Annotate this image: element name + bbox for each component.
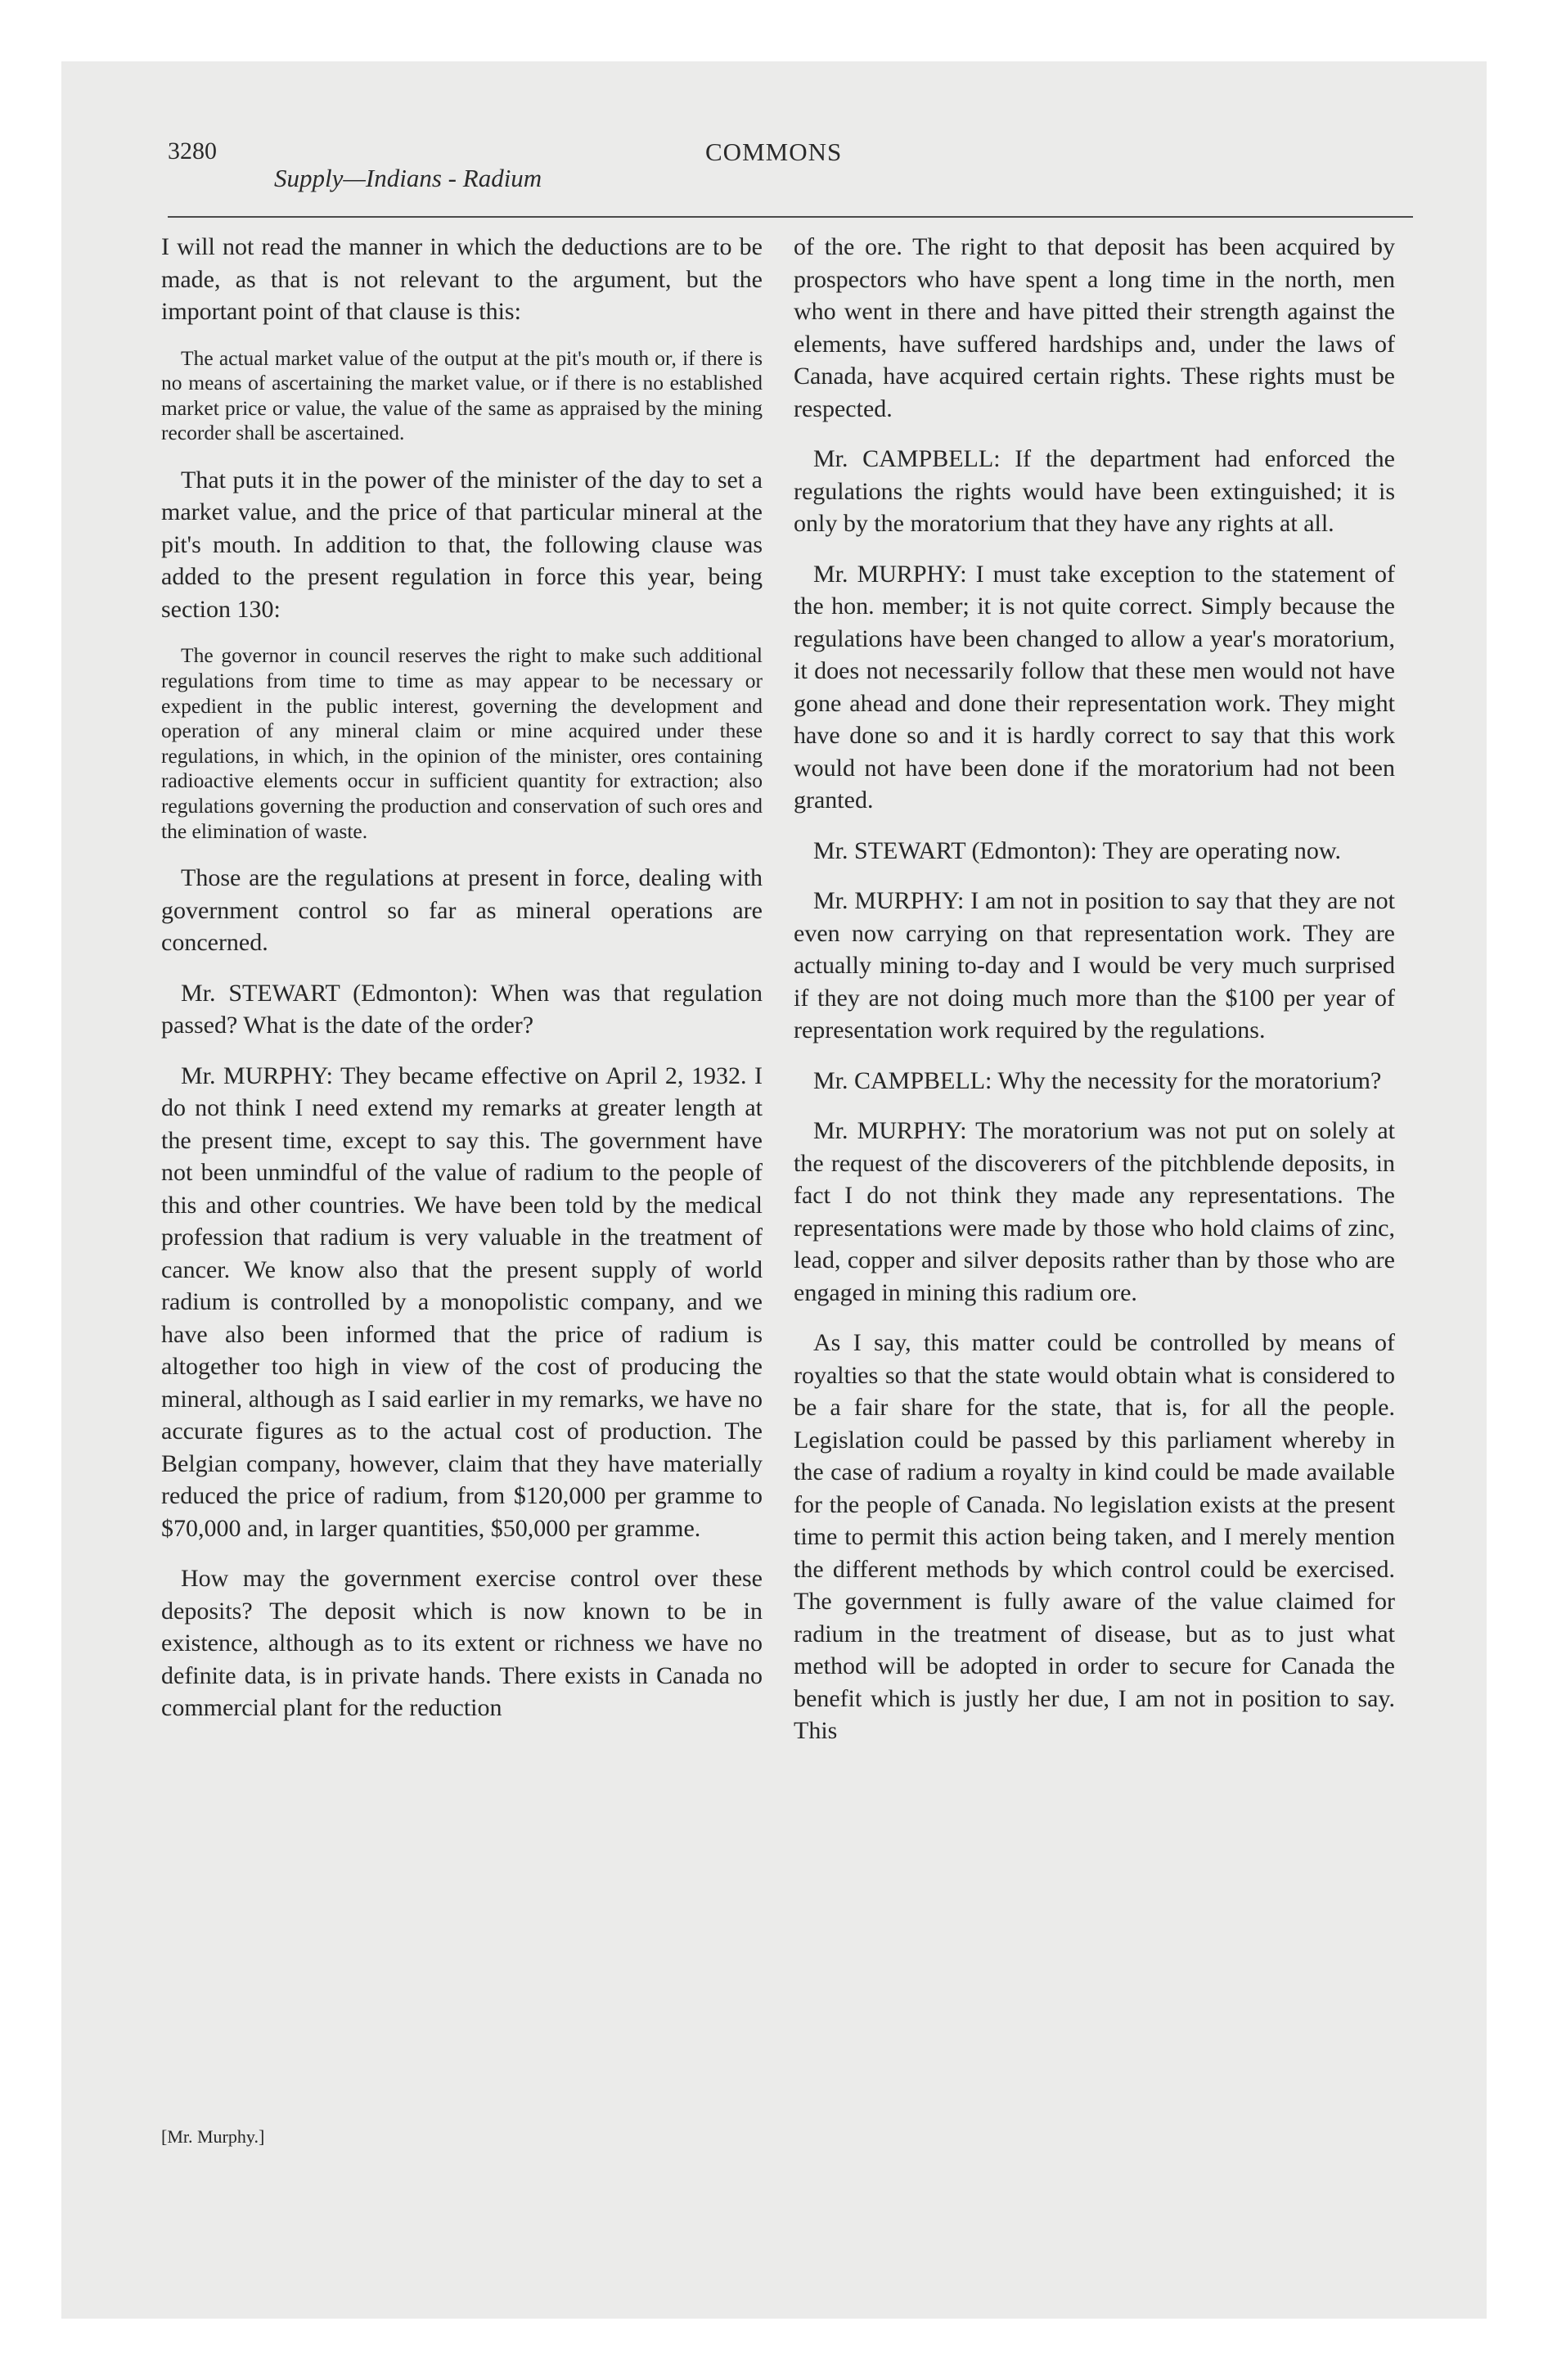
paragraph: Mr. CAMPBELL: Why the necessity for the moratorium? [813, 1066, 1382, 1094]
paragraph: That puts it in the power of the minister of the day to set a market value, and the price of that particular mineral at the pit's mouth. In addition to that, the following clause was added to the present regulation in force this year, being section 130: [161, 466, 763, 623]
page-number: 3280 [168, 137, 217, 165]
running-head: Supply—Indians - Radium [274, 164, 542, 192]
paragraph: As I say, this matter could be controlled by means of royalties so that the state would obtain what is considered to be a fair share for the state, that is, for all the people. Legislation could be passed by this parliament whereby in the case of radium a royalty in kind could be made available for the people of Canada. No legislation exists at the present time to permit this action being taken, and I merely mention the different methods by which control could be exercised. The government is fully aware of the value claimed for radium in the treatment of disease, but as to just what method will be adopted in order to secure for Canada the benefit which is justly her due, I am not in position to say. This [794, 1329, 1395, 1744]
right-column [794, 231, 1395, 1765]
paragraph: Mr. CAMPBELL: If the department had enforced the regulations the rights would have been extinguished; it is only by the moratorium that they have any rights at all. [794, 445, 1395, 537]
paragraph: Mr. MURPHY: I am not in position to say that they are not even now carrying on that representation work. They are actually mining to-day and I would be very much surprised if they are not doing much more than the $100 per year of representation work required by the regulations. [794, 887, 1395, 1044]
paragraph: of the ore. The right to that deposit has been acquired by prospectors who have spent a long time in the north, men who went in there and have pitted their strength against the elements, have suffered hardships and, under the laws of Canada, have acquired certain rights. These rights must be respected. [794, 233, 1395, 422]
paragraph: How may the government exercise control over these deposits? The deposit which is now known to be in existence, although as to its extent or richness we have no definite data, is in private hands. There exists in Canada no commercial plant for the reduction [161, 1565, 763, 1722]
paragraph: Mr. STEWART (Edmonton): They are operating now. [813, 836, 1342, 864]
speaker-attribution: [Mr. Murphy.] [161, 2126, 265, 2147]
paragraph: Mr. MURPHY: The moratorium was not put on solely at the request of the discoverers of the pitchblende deposits, in fact I do not think they made any representations. The representations were made by those who hold claims of zinc, lead, copper and silver deposits rather than by those who are engaged in mining this radium ore. [794, 1117, 1395, 1306]
paragraph: Mr. STEWART (Edmonton): When was that regulation passed? What is the date of the order? [161, 979, 763, 1039]
header-rule [168, 216, 1413, 218]
paragraph: Mr. MURPHY: They became effective on April 2, 1932. I do not think I need extend my remarks at greater length at the present time, except to say this. The government have not been unmindful of the value of radium to the people of this and other countries. We have been told by the medical profession that radium is very valuable in the treatment of cancer. We know also that the present supply of world radium is controlled by a monopolistic company, and we have also been informed that the price of radium is altogether too high in view of the cost of producing the mineral, although as I said earlier in my remarks, we have no accurate figures as to the actual cost of production. The Belgian company, however, claim that they have materially reduced the price of radium, from $120,000 per gramme to $70,000 and, in larger quantities, $50,000 per gramme. [161, 1062, 763, 1542]
paragraph: Mr. MURPHY: I must take exception to the statement of the hon. member; it is not quite correct. Simply because the regulations have been changed to allow a year's moratorium, it does not necessarily follow that these men would not have gone ahead and done their representation work. They might have done so and it is hardly correct to say that this work would not have been done if the moratorium had not been granted. [794, 560, 1395, 814]
paragraph: Those are the regulations at present in force, dealing with government control so far as mineral operations are concerned. [161, 864, 763, 957]
page-header-title: COMMONS [705, 137, 843, 166]
quoted-regulation: The governor in council reserves the right to make such additional regulations from time to time as may appear to be necessary or expedient in the public interest, governing the development and operation of any mineral claim or mine acquired under these regulations, in which, in the opinion of the minister, ores containing radioactive elements occur in sufficient quantity for extraction; also regulations governing the production and conservation of such ores and the elimination of waste. [161, 643, 763, 843]
left-column [161, 231, 763, 1742]
quoted-regulation: The actual market value of the output at the pit's mouth or, if there is no means of ascertaining the market value, or if there is no established market price or value, the value of the same as appraised by the mining recorder shall be ascertained. [161, 345, 763, 445]
paragraph: I will not read the manner in which the deductions are to be made, as that is not relevant to the argument, but the important point of that clause is this: [161, 233, 763, 325]
